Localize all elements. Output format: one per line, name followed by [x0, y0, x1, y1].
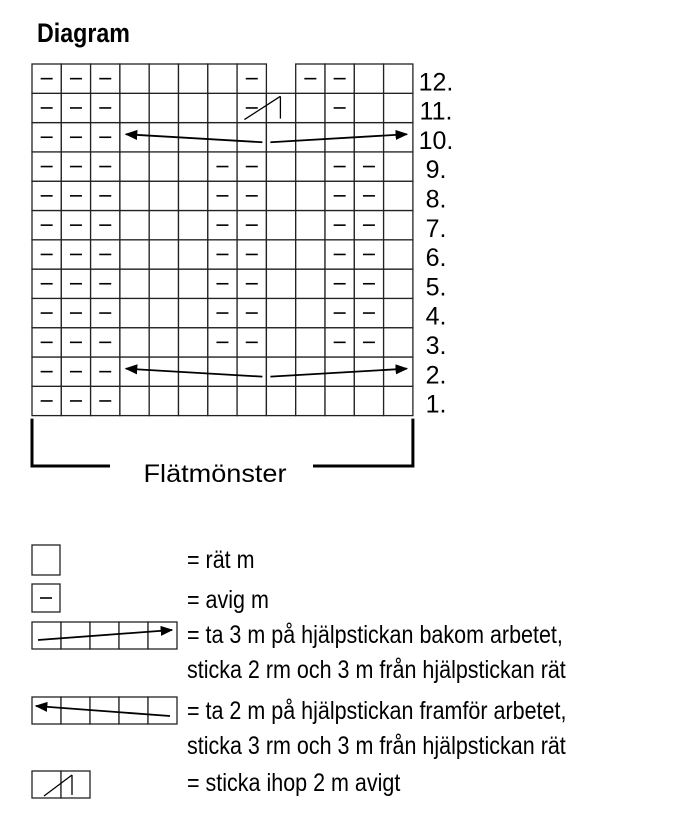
pattern-label: Flätmönster	[143, 460, 287, 488]
row-label: 11.	[419, 97, 453, 126]
legend-cable-left-text-2: sticka 3 rm och 3 m från hjälpstickan rät	[187, 732, 566, 760]
legend-p2tog-text: = sticka ihop 2 m avigt	[187, 769, 401, 797]
legend-cable-right-cell	[148, 622, 177, 649]
row-label: 5.	[425, 273, 447, 302]
legend-cable-left-cell	[32, 697, 61, 724]
page-title: Diagram	[37, 18, 130, 48]
legend-knit-text: = rät m	[187, 546, 255, 574]
legend-cable-left-cell	[119, 697, 148, 724]
legend-purl-text: = avig m	[187, 586, 269, 614]
legend-cable-right-cell	[119, 622, 148, 649]
row-label: 8.	[425, 185, 447, 214]
row-label: 2.	[425, 361, 447, 390]
row-label: 6.	[425, 244, 447, 273]
legend-cable-right-cell	[61, 622, 90, 649]
legend-cable-left-text-1: = ta 2 m på hjälpstickan framför arbetet,	[187, 697, 567, 725]
row-label: 1.	[425, 390, 447, 419]
legend-cable-left-cell	[148, 697, 177, 724]
legend-knit-symbol	[32, 545, 60, 575]
row-label: 12.	[418, 68, 454, 97]
legend-p2tog-cell	[61, 771, 90, 798]
legend-cable-right-text-2: sticka 2 rm och 3 m från hjälpstickan rät	[187, 656, 566, 684]
row-label: 7.	[425, 214, 447, 243]
row-label: 9.	[425, 156, 447, 185]
row-label: 10.	[418, 126, 454, 155]
legend-cable-right-text-1: = ta 3 m på hjälpstickan bakom arbetet,	[187, 621, 563, 649]
row-label: 4.	[425, 302, 447, 331]
legend-cable-right-cell	[32, 622, 61, 649]
row-label: 3.	[425, 332, 447, 360]
